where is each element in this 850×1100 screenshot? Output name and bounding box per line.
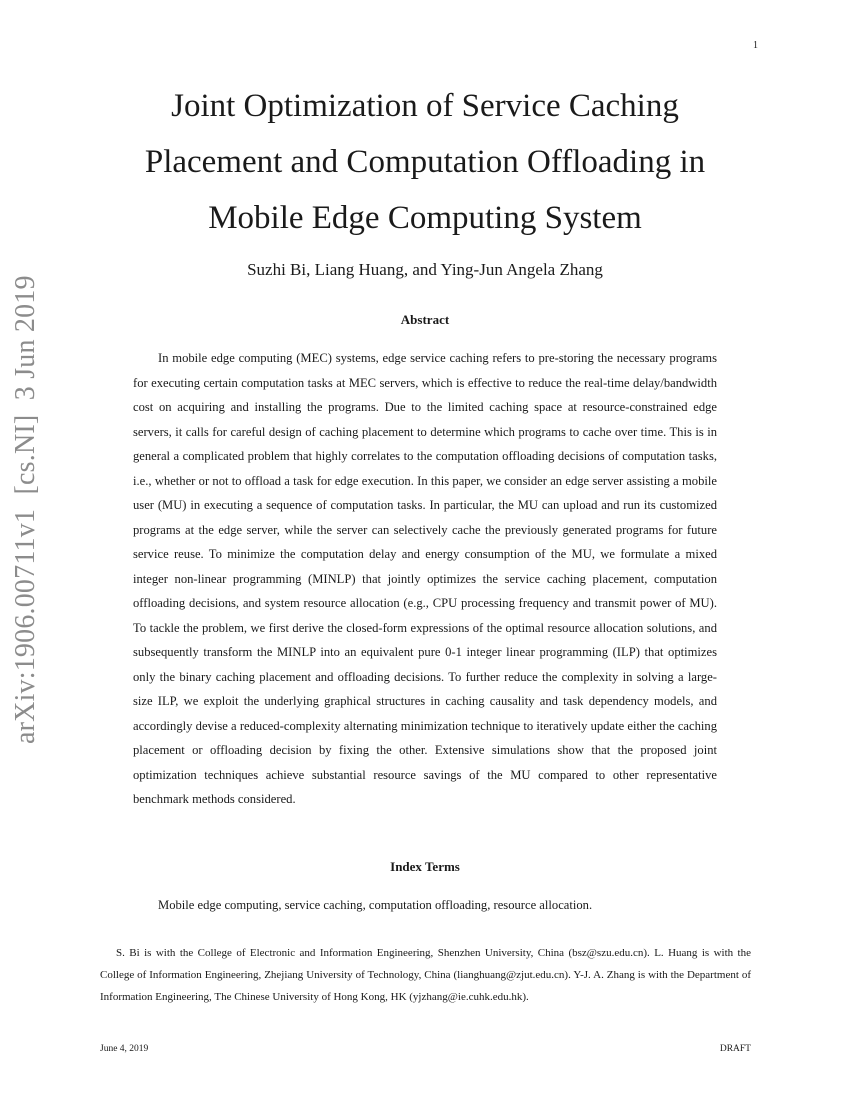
footer-date: June 4, 2019 bbox=[100, 1044, 149, 1054]
arxiv-identifier-stamp: arXiv:1906.00711v1 [cs.NI] 3 Jun 2019 bbox=[10, 275, 41, 744]
author-list: Suzhi Bi, Liang Huang, and Ying-Jun Angela Zhang bbox=[247, 260, 603, 279]
page-number: 1 bbox=[753, 40, 758, 51]
index-terms-heading: Index Terms bbox=[390, 859, 460, 874]
paper-title: Joint Optimization of Service Caching Placement and Computation Offloading in Mobile Edge Computing System bbox=[144, 88, 706, 236]
abstract-heading: Abstract bbox=[400, 312, 450, 327]
author-affiliation-footnote: S. Bi is with the College of Electronic and Information Engineering, Shenzhen University, China (bsz@szu.edu.cn). L. Huang is with the College of Information Engineering, Zhejiang University of Technology, China (lianghuang@zjut.edu.cn). Y-J. A. Zhang is with the Department of Information Engineering, The Chinese University of Hong Kong, HK (yjzhang@ie.cuhk.edu.hk). bbox=[100, 947, 751, 1003]
abstract-body: In mobile edge computing (MEC) systems, edge service caching refers to pre-storing the necessary programs for executing certain computation tasks at MEC servers, which is effective to reduce the real-time delay/bandwidth cost on acquiring and installing the programs. Due to the limited caching space at resource-constrained edge servers, it calls for careful design of caching placement to determine which programs to cache over time. This is in general a complicated problem that highly correlates to the computation offloading decisions of computation tasks, i.e., whether or not to offload a task for edge execution. In this paper, we consider an edge server assisting a mobile user (MU) in executing a sequence of computation tasks. In particular, the MU can upload and run its customized programs at the edge server, while the server can selectively cache the previously generated programs for future service reuse. To minimize the computation delay and energy consumption of the MU, we formulate a mixed integer non-linear programming (MINLP) that jointly optimizes the service caching placement, computation offloading decisions, and system resource allocation (e.g., CPU processing frequency and transmit power of MU). To tackle the problem, we first derive the closed-form expressions of the optimal resource allocation solutions, and subsequently transform the MINLP into an equivalent pure 0-1 integer linear programming (ILP) that optimizes only the binary caching placement and offloading decisions. To further reduce the complexity in solving a large-size ILP, we exploit the underlying graphical structures in caching causality and task dependency models, and accordingly devise a reduced-complexity alternating minimization technique to iteratively update either the caching placement or offloading decision by fixing the other. Extensive simulations show that the proposed joint optimization techniques achieve substantial resource savings of the MU compared to other representative benchmark methods considered. bbox=[133, 351, 717, 806]
index-terms-body: Mobile edge computing, service caching, computation offloading, resource allocation. bbox=[158, 898, 593, 912]
footer-draft-label: DRAFT bbox=[719, 1044, 751, 1054]
